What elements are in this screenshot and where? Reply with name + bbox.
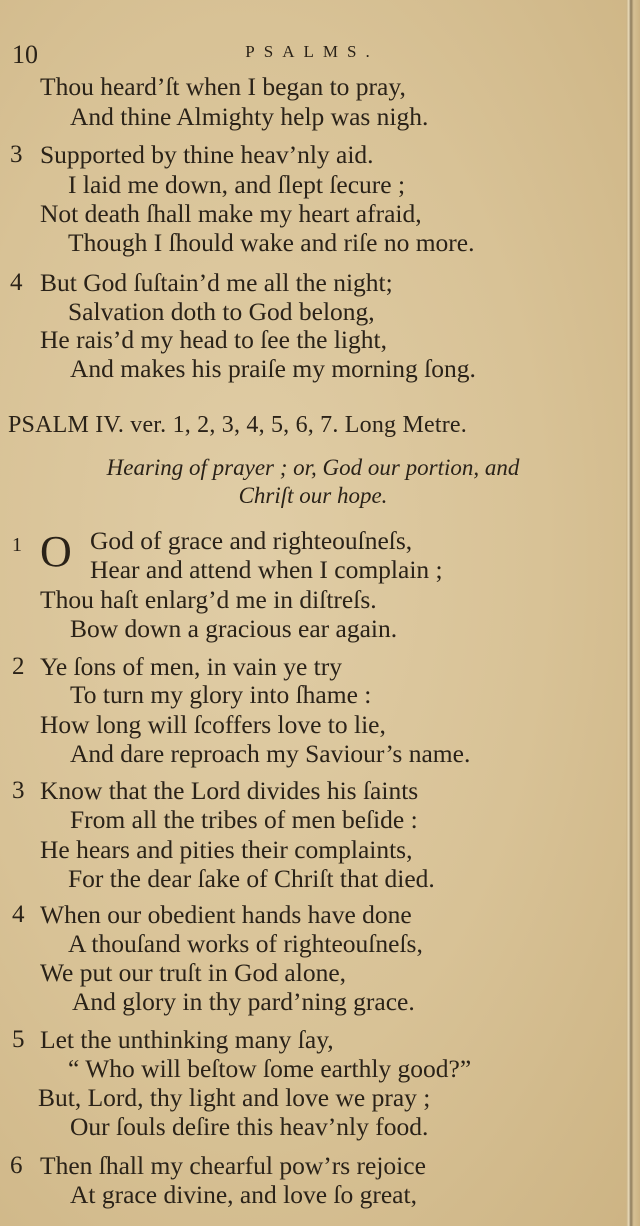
verse-number: 4 [12,901,25,928]
psalm-subtitle: Hearing of prayer ; or, God our portion, and [106,455,520,480]
verse-line: Though I ſhould wake and riſe no more. [68,228,475,257]
verse-line: “ Who will beſtow ſome earthly good?” [68,1054,472,1083]
verse-line: A thouſand works of righteouſneſs, [68,929,423,958]
psalm-subtitle-cont: Chriſt our hope. [238,483,388,508]
drop-cap: O [40,527,72,576]
verse-number: 1 [12,534,22,556]
verse-line: God of grace and righteouſneſs, [90,526,413,555]
page-number: 10 [12,40,38,69]
verse-line: Thou heard’ſt when I began to pray, [40,72,406,101]
verse-line: But God ſuſtain’d me all the night; [40,268,393,297]
verse-line: Ye ſons of men, in vain ye try [40,652,342,681]
psalm-heading: PSALM IV. ver. 1, 2, 3, 4, 5, 6, 7. Long Metre. [8,412,467,438]
page-edge [626,0,640,1226]
verse-line: He hears and pities their complaints, [40,835,413,864]
verse-line: And thine Almighty help was nigh. [70,102,429,131]
verse-line: And makes his praiſe my morning ſong. [70,354,476,383]
verse-line: Then ſhall my chearful pow’rs rejoice [40,1151,426,1180]
verse-line: He rais’d my head to ſee the light, [40,325,387,354]
verse-number: 3 [12,777,25,804]
verse-line: Let the unthinking many ſay, [40,1025,334,1054]
verse-line: Salvation doth to God belong, [68,297,375,326]
running-head [12,40,612,70]
verse-line: To turn my glory into ſhame : [70,680,372,709]
verse-line: But, Lord, thy light and love we pray ; [38,1083,431,1112]
verse-line: We put our truſt in God alone, [40,958,347,987]
verse-number: 3 [10,141,23,168]
verse-line: I laid me down, and ſlept ſecure ; [68,170,406,199]
verse-line: Supported by thine heav’nly aid. [40,140,374,169]
verse-line: At grace divine, and love ſo great, [70,1180,417,1209]
verse-number: 2 [12,653,25,680]
verse-line: Bow down a gracious ear again. [70,614,398,643]
verse-line: From all the tribes of men beſide : [70,805,418,834]
verse-line: How long will ſcoffers love to lie, [40,710,386,739]
verse-line: Know that the Lord divides his ſaints [40,776,419,805]
verse-line: Our ſouls deſire this heav’nly food. [70,1112,429,1141]
verse-line: When our obedient hands have done [40,900,412,929]
verse-line: Thou haſt enlarg’d me in diſtreſs. [40,585,377,614]
verse-line: Not death ſhall make my heart afraid, [40,199,422,228]
running-title: PSALMS. [245,42,379,61]
verse-line: For the dear ſake of Chriſt that died. [68,864,435,893]
verse-number: 4 [10,269,23,296]
verse-number: 5 [12,1026,25,1053]
verse-number: 6 [10,1152,23,1179]
verse-line: Hear and attend when I complain ; [90,555,443,584]
verse-line: And dare reproach my Saviour’s name. [70,739,471,768]
verse-line: And glory in thy pard’ning grace. [72,987,415,1016]
